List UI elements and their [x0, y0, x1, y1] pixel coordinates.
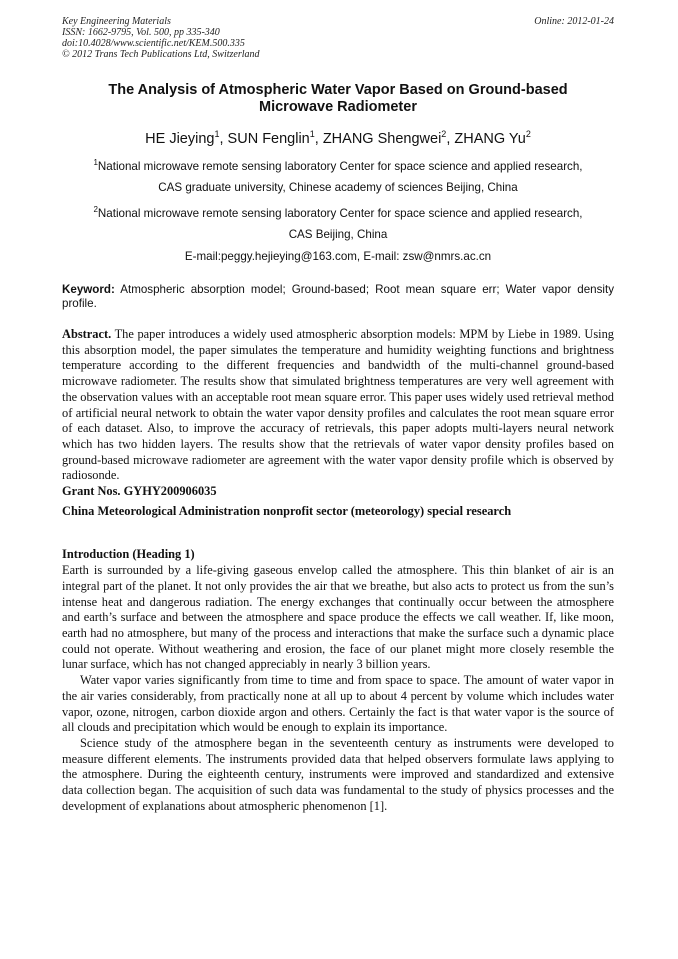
author-affiliation-mark: 2 — [441, 129, 447, 139]
keyword-label: Keyword: — [62, 283, 115, 297]
affiliations — [62, 152, 614, 267]
affiliation-1-line-1: $^1$National microwave remote sensing laboratory Center for space science and applied research, — [93, 157, 583, 173]
body-paragraph: Water vapor varies significantly from time to time and from space to space. The amount of water vapor in the air varies considerably, from practically none at all up to about 4 percent by volume which includes water vapor, ozone, nitrogen, carbon dioxide argon and others. Certainly the fact is that water vapor is the source of all clouds and precipitation which would be enough to explain its importance. — [62, 673, 614, 735]
copyright-line: © 2012 Trans Tech Publications Ltd, Switzerland — [62, 49, 260, 60]
affiliation-mark: 2 — [93, 204, 98, 214]
grant-number: Grant Nos. GYHY200906035 — [62, 484, 217, 499]
paper-page — [62, 16, 614, 814]
author-name: ZHANG Shengwei — [322, 130, 442, 147]
affiliation-2-line-2: CAS Beijing, China — [288, 228, 388, 242]
issn-line: ISSN: 1662-9795, Vol. 500, pp 335-340 — [62, 27, 220, 38]
author-name: SUN Fenglin — [227, 130, 310, 147]
author-separator: , — [219, 130, 228, 147]
affiliation-2-line-1: $^2$National microwave remote sensing laboratory Center for space science and applied research, — [93, 204, 583, 220]
abstract — [62, 327, 614, 484]
body-paragraph: Earth is surrounded by a life-giving gaseous envelop called the atmosphere. This thin blanket of air is an integral part of the planet. It not only provides the air that we breathe, but also acts to protect us from the sun’s intense heat and dangerous radiation. The energy exchanges that continually occur between the atmosphere and earth’s surface and between the atmosphere and space produce the effects we call weather. If, like moon, earth had no atmosphere, but many of the process and interactions that make the surface such a dynamic place could not operate. Without weathering and erosion, the face of our planet might more closely resemble the lunar surface, which has not changed appreciably in nearly 3 billion years. — [62, 563, 614, 672]
keyword-text: Atmospheric absorption model; Ground-based; Root mean square err; Water vapor density profile. — [62, 283, 614, 311]
author-affiliation-mark: 2 — [525, 129, 531, 139]
author-affiliation-mark: 1 — [214, 129, 220, 139]
abstract-text: The paper introduces a widely used atmospheric absorption models: MPM by Liebe in 1989. Using this absorption model, the paper simulates the temperature and humidity weighting functions and brightness temperature according to the different frequencies and bandwidth of the multi-channel ground-based microwave radiometer. The results show that simulated brightness temperatures are very well agreement with the observation values with an acceptable root mean square error. This paper uses widely used retrieval method of artificial neural network to obtain the water vapor density profiles and calculates the root mean square error of each dataset. Also, to improve the accuracy of retrievals, this paper adopts multi-layers neural network which has two hidden layers. The results show that the retrievals of water vapor density profiles based on ground-based microwave radiometer are agreement with the water vapor density profile which is observed by radiosonde. — [62, 327, 614, 483]
author-name: ZHANG Yu — [454, 130, 526, 147]
section-heading: Introduction (Heading 1) — [62, 547, 195, 562]
paper-title: The Analysis of Atmospheric Water Vapor Based on Ground-based Microwave Radiometer — [108, 82, 568, 115]
affiliation-mark: 1 — [93, 157, 98, 167]
author-affiliation-mark: 1 — [309, 129, 315, 139]
journal-header — [62, 16, 614, 60]
author-separator: , — [314, 130, 323, 147]
journal-name: Key Engineering Materials — [62, 16, 171, 27]
doi-line: doi:10.4028/www.scientific.net/KEM.500.335 — [62, 38, 245, 49]
keywords — [62, 283, 614, 311]
affiliation-1-line-2: CAS graduate university, Chinese academy of sciences Beijing, China — [158, 181, 518, 195]
online-date: Online: 2012-01-24 — [534, 16, 614, 27]
funding-statement: China Meteorological Administration nonprofit sector (meteorology) special research — [62, 503, 512, 518]
abstract-label: Abstract. — [62, 327, 112, 342]
author-list — [62, 124, 614, 149]
author-separator: , — [446, 130, 455, 147]
body-paragraph: Science study of the atmosphere began in the seventeenth century as instruments were developed to measure different elements. The instruments provided data that helped observers formulate laws applying to the atmosphere. During the eighteenth century, instruments were improved and standardized and extensive data collection began. The acquisition of such data was fundamental to the study of physics processes and the development of explanations about atmospheric phenomenon [1]. — [62, 735, 614, 813]
author-name: HE Jieying — [145, 130, 215, 147]
email-line: E-mail:peggy.hejieying@163.com, E-mail: zsw@nmrs.ac.cn — [184, 249, 492, 263]
